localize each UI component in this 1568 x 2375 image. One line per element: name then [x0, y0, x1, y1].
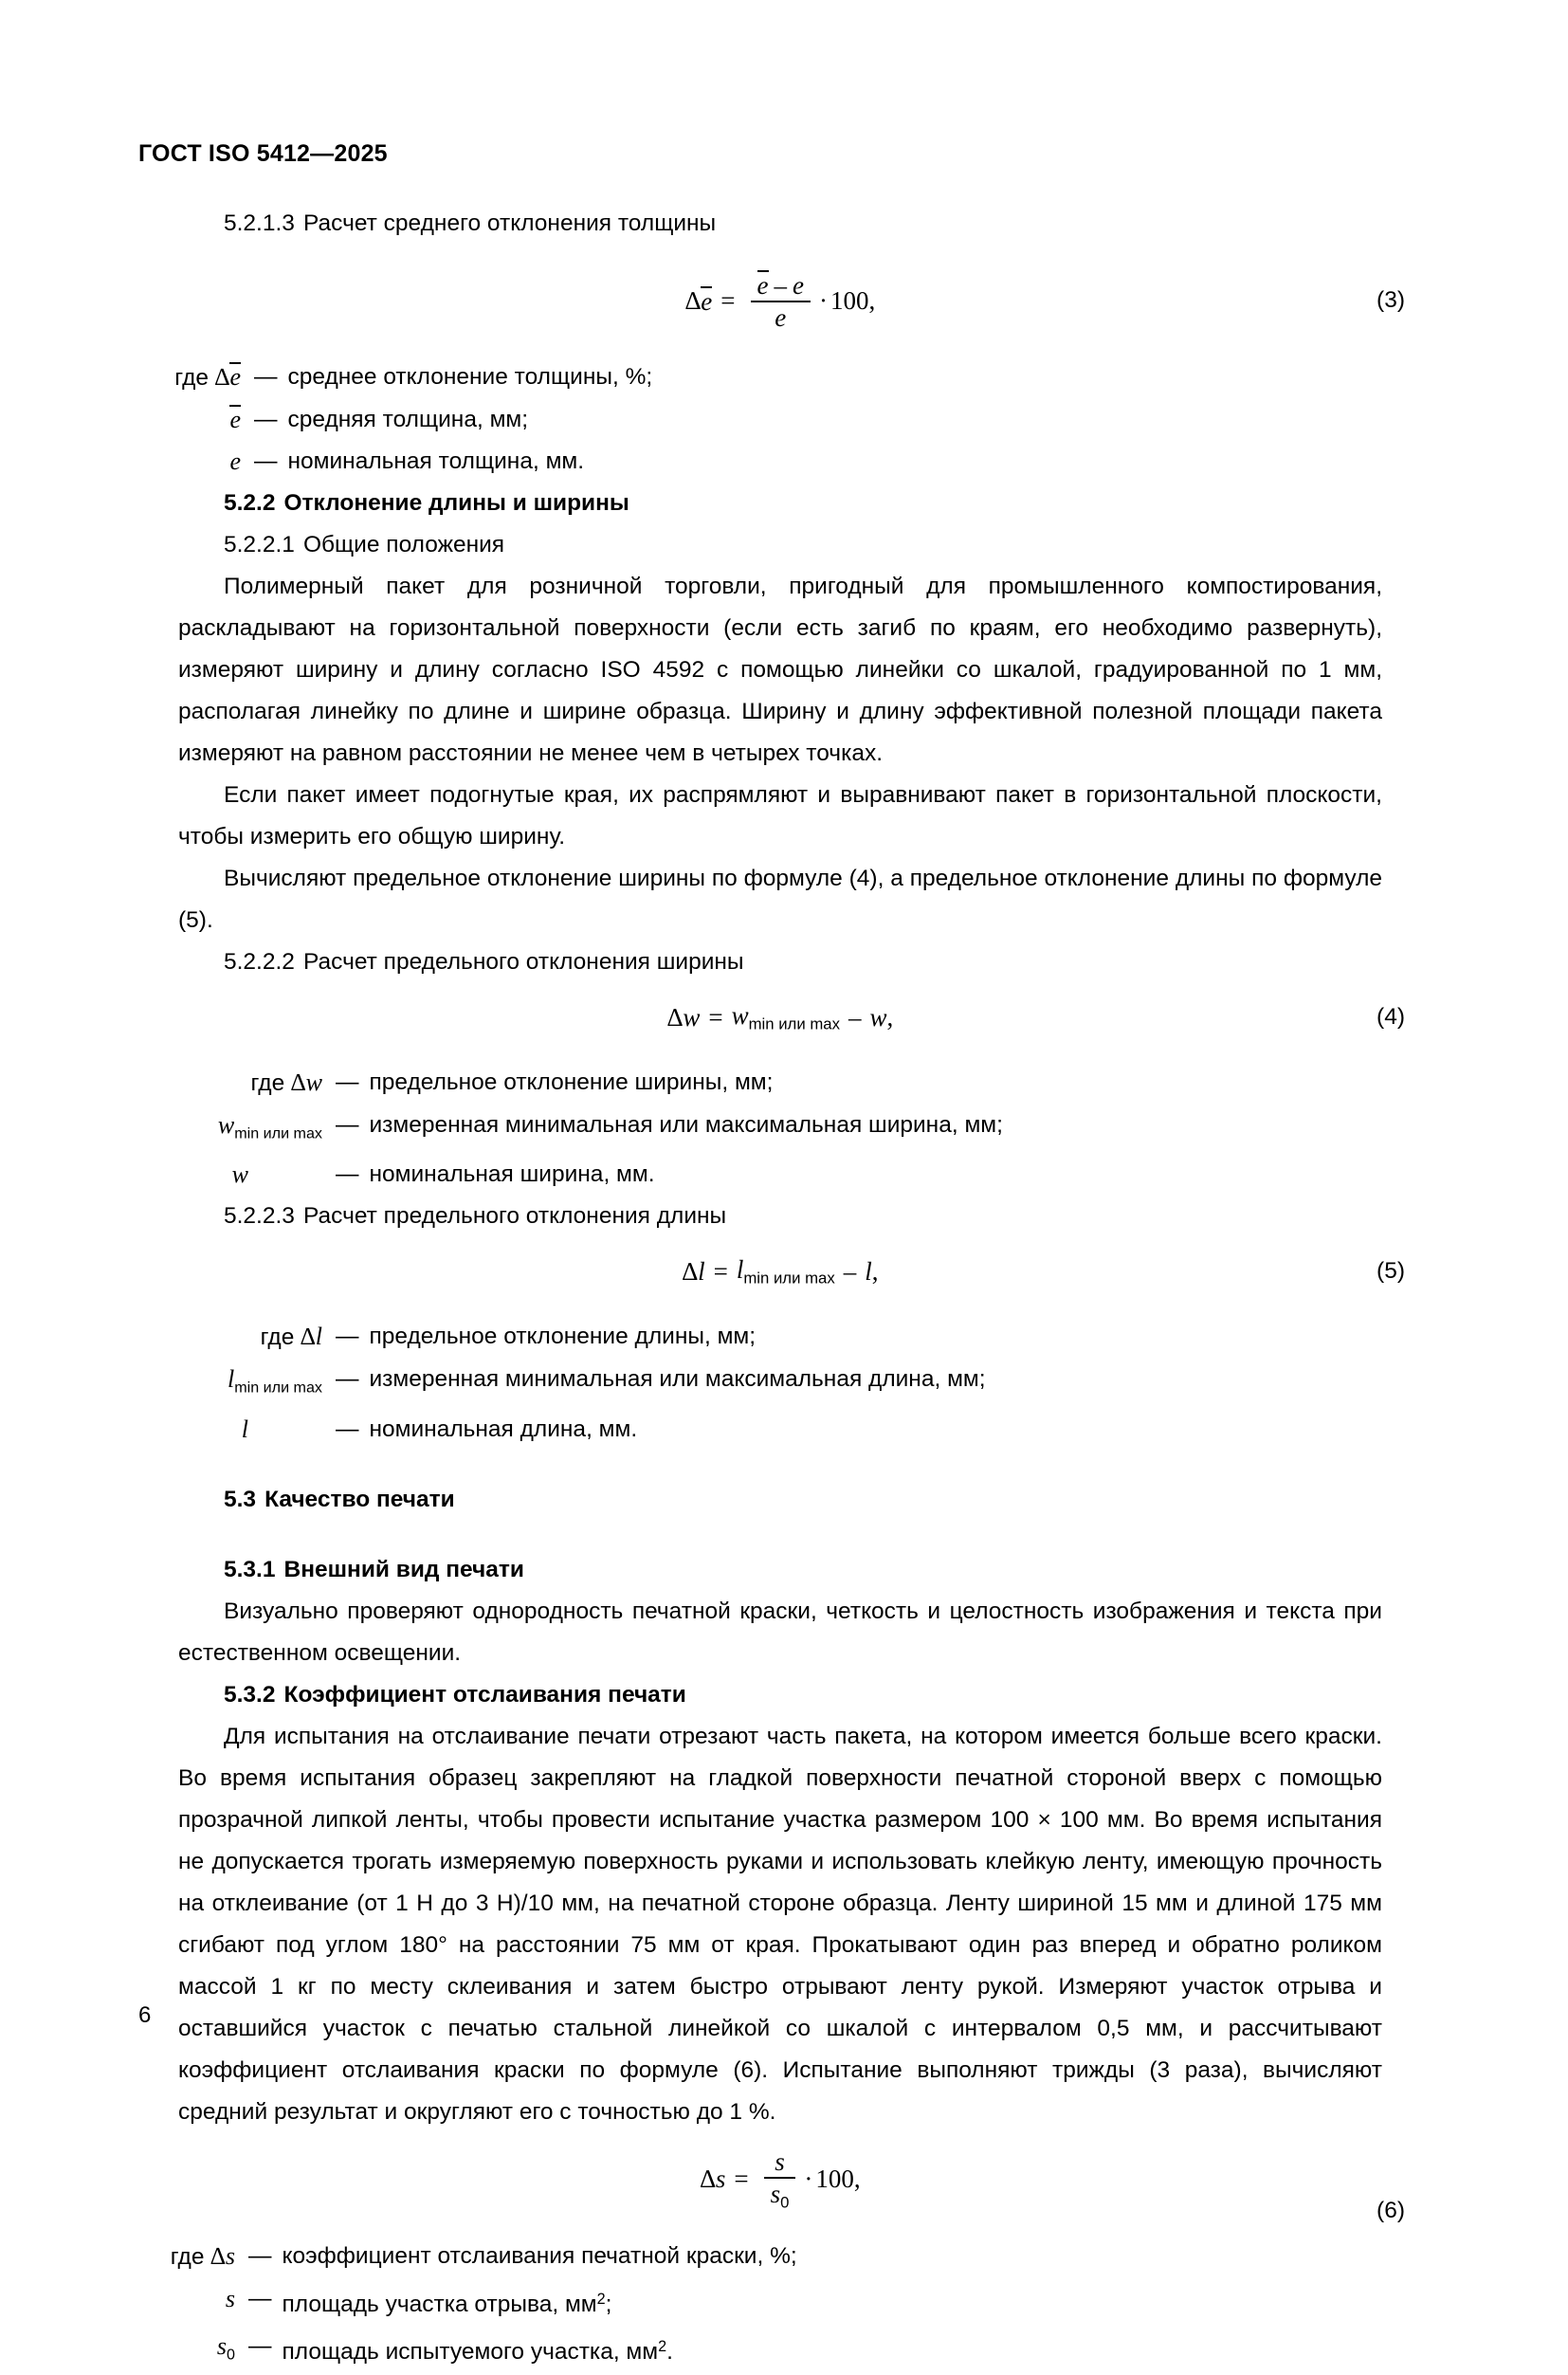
clause-number: 5.2.2.2 [224, 949, 295, 975]
clause-5-2-2-2 [178, 941, 1382, 983]
where-symbol-sub: min или max [234, 1124, 322, 1142]
where-dash: — [248, 2285, 272, 2311]
where-symbol-sub: min или max [234, 1379, 322, 1397]
paragraph-5-3-1: Визуально проверяют однородность печатной краски, четкость и целостность изображения и текста при естественном освещении. [178, 1598, 1382, 1666]
where-row [133, 1316, 1382, 1359]
where-symbol [133, 2236, 248, 2278]
where-row [133, 2326, 1382, 2375]
clause-number: 5.2.1.3 [224, 210, 295, 236]
where-symbol-glyph: e [229, 448, 241, 475]
where-block-3 [138, 356, 1382, 483]
where-row [133, 1154, 1382, 1196]
formula-3-row [178, 260, 1405, 341]
where-symbol [133, 1154, 336, 1196]
clause-5-3-1 [178, 1549, 1382, 1591]
where-dash: — [336, 1069, 359, 1095]
formula-4-punct: , [886, 1002, 894, 1032]
formula-4-rhs [732, 1001, 840, 1034]
formula-6-den-var: s [770, 2179, 781, 2208]
formula-4-tail-var: w [869, 1002, 887, 1032]
where-definition-tail: ; [605, 2292, 612, 2318]
clause-number: 5.2.2.3 [224, 1203, 295, 1230]
formula-6-fraction [764, 2148, 796, 2211]
where-symbol [133, 1105, 336, 1154]
where-definition: измеренная минимальная или максимальная ширина, мм; [369, 1112, 1003, 1138]
formula-5-rhs [737, 1255, 835, 1288]
formula-4-lhs: ∆w [666, 1002, 701, 1032]
clause-5-2-2-1 [178, 524, 1382, 566]
where-symbol [133, 2326, 248, 2375]
where-definition-tail: . [666, 2339, 673, 2366]
clause-5-3-2 [178, 1674, 1382, 1716]
where-definition-text: площадь испытуемого участка, мм [282, 2339, 659, 2366]
clause-number: 5.3.1 [224, 1556, 276, 1582]
where-symbol-glyph: l [241, 1415, 248, 1443]
where-symbol-glyph: s [216, 2332, 228, 2361]
where-symbol [138, 441, 254, 483]
where-definition [283, 2278, 1383, 2326]
paragraph-5-2-2-1-formulas-ref: Вычисляют предельное отклонение ширины по формуле (4), а предельное отклонение длины по формуле (5). [178, 866, 1382, 933]
formula-5-number: (5) [1377, 1258, 1405, 1285]
where-symbol-glyph: s [225, 2284, 235, 2312]
formula-6-den-sub: 0 [780, 2193, 790, 2212]
formula-6-lhs-var: s [715, 2165, 726, 2194]
paragraph-5-2-2-1-folded-edges: Если пакет имеет подогнутые края, их распрямляют и выравнивают пакет в горизонтальной плоскости, чтобы измерить его общую ширину. [178, 782, 1382, 850]
where-symbol-glyph: ∆s [210, 2241, 235, 2270]
where-dash: — [336, 1112, 359, 1138]
where-definition: номинальная толщина, мм. [287, 448, 585, 474]
formula-5-rhs-sub: min или max [743, 1269, 835, 1288]
where-dash: — [248, 2242, 272, 2269]
formula-5-punct: , [871, 1256, 879, 1286]
where-definition: номинальная ширина, мм. [369, 1161, 655, 1188]
where-row [133, 1409, 1382, 1451]
where-dash: — [336, 1324, 359, 1350]
formula-3-equals: = [720, 285, 736, 315]
formula-3-lhs-var: e [701, 287, 713, 316]
formula-3-dot: · [818, 285, 828, 315]
formula-4-number: (4) [1377, 1004, 1405, 1030]
clause-title: Отклонение длины и ширины [283, 490, 629, 516]
formula-6-dot: · [804, 2165, 813, 2194]
where-row [138, 356, 1382, 399]
where-gde: где [174, 365, 210, 391]
formula-3-fraction [751, 270, 811, 331]
where-definition: предельное отклонение ширины, мм; [369, 1069, 774, 1095]
formula-4-row [178, 988, 1405, 1047]
where-symbol [133, 1062, 336, 1105]
formula-3-num-left: e [757, 270, 769, 300]
where-definition: средняя толщина, мм; [287, 407, 529, 432]
formula-5 [683, 1255, 879, 1288]
formula-5-row [178, 1242, 1405, 1301]
clause-5-2-1-3 [178, 203, 1382, 245]
where-symbol-sub: 0 [227, 2346, 235, 2364]
clause-5-3 [178, 1479, 1382, 1521]
where-row [138, 441, 1382, 483]
formula-4-minus: – [848, 1002, 862, 1032]
formula-6-factor: 100, [815, 2165, 861, 2194]
formula-3-numerator [751, 270, 811, 301]
formula-5-minus: – [843, 1256, 857, 1286]
where-symbol-glyph: ∆l [300, 1323, 322, 1351]
where-symbol [133, 1316, 336, 1359]
formula-5-tail-var: l [865, 1256, 872, 1286]
where-row [133, 1359, 1382, 1408]
formula-6 [700, 2148, 860, 2211]
where-definition: предельное отклонение длины, мм; [369, 1324, 757, 1350]
formula-5-rhs-var: l [736, 1255, 744, 1285]
formula-5-equals: = [713, 1256, 728, 1286]
where-symbol-glyph: w [231, 1160, 248, 1189]
clause-title: Расчет предельного отклонения длины [302, 1203, 727, 1230]
where-definition-sup: 2 [596, 2290, 606, 2308]
formula-3 [685, 270, 875, 331]
where-block-4 [133, 1062, 1382, 1196]
where-definition: среднее отклонение толщины, %; [287, 364, 653, 390]
formula-5-lhs: ∆l [682, 1256, 705, 1286]
clause-title: Расчет предельного отклонения ширины [302, 949, 744, 975]
where-row [133, 2278, 1382, 2326]
where-gde: где [170, 2243, 205, 2270]
where-symbol-glyph: e [229, 406, 241, 433]
clause-number: 5.2.2.1 [224, 532, 295, 557]
clause-5-2-2-3 [178, 1196, 1382, 1237]
formula-3-denominator: e [775, 302, 787, 332]
formula-6-equals: = [734, 2165, 749, 2194]
where-definition [283, 2326, 1383, 2373]
where-block-6 [133, 2236, 1382, 2375]
formula-4-rhs-sub: min или max [748, 1014, 840, 1033]
where-symbol [133, 1359, 336, 1408]
clause-title: Качество печати [264, 1486, 455, 1512]
where-definition: номинальная длина, мм. [369, 1416, 638, 1442]
document-header: ГОСТ ISO 5412—2025 [138, 140, 388, 167]
where-definition: коэффициент отслаивания печатной краски, %; [282, 2242, 797, 2269]
formula-3-number: (3) [1377, 287, 1405, 313]
where-dash: — [336, 1161, 359, 1188]
where-row [138, 399, 1382, 441]
clause-title: Расчет среднего отклонения толщины [302, 210, 717, 236]
where-symbol [133, 2278, 248, 2320]
where-gde: где [250, 1070, 285, 1096]
body-column [170, 203, 1405, 2375]
where-dash: — [254, 364, 278, 390]
where-row [133, 1062, 1382, 1105]
formula-6-number: (6) [1377, 2197, 1405, 2223]
clause-title: Общие положения [302, 532, 505, 557]
where-symbol-glyph: ∆w [290, 1069, 322, 1096]
page-number: 6 [138, 2002, 152, 2028]
formula-4-rhs-var: w [731, 1000, 749, 1030]
where-dash: — [336, 1416, 359, 1442]
clause-number: 5.3.2 [224, 1681, 276, 1708]
formula-3-num-minus: – [774, 270, 787, 300]
where-row [133, 1105, 1382, 1154]
where-definition-text: площадь участка отрыва, мм [282, 2292, 597, 2318]
clause-number: 5.3 [224, 1486, 257, 1512]
formula-6-delta: ∆ [700, 2165, 716, 2194]
clause-title: Коэффициент отслаивания печати [283, 1681, 686, 1708]
where-dash: — [336, 1366, 359, 1393]
where-symbol-glyph: w [217, 1111, 235, 1139]
where-definition: измеренная минимальная или максимальная длина, мм; [369, 1366, 986, 1393]
formula-4-equals: = [708, 1002, 723, 1032]
formula-3-factor: 100, [830, 285, 876, 315]
where-dash: — [254, 407, 278, 432]
clause-number: 5.2.2 [224, 490, 276, 516]
where-dash: — [248, 2333, 272, 2360]
clause-title: Внешний вид печати [283, 1556, 524, 1582]
where-symbol-glyph: l [228, 1365, 235, 1394]
where-symbol-glyph: ∆e [214, 363, 241, 391]
where-gde: где [260, 1325, 295, 1351]
formula-3-delta: ∆ [684, 285, 702, 315]
where-definition-sup: 2 [658, 2338, 667, 2356]
where-dash: — [254, 448, 278, 474]
formula-4 [667, 1001, 893, 1034]
formula-3-num-right: e [793, 270, 804, 300]
paragraph-5-3-2: Для испытания на отслаивание печати отрезают часть пакета, на котором имеется больше всего краски. Во время испытания образец закрепляют на гладкой поверхности печатной стороной вверх с помощью прозрачной липкой ленты, чтобы провести испытание участка размером 100 × 100 мм. Во время испытания не допускается трогать измеряемую поверхность руками и использовать клейкую ленту, имеющую прочность на отклеивание (от 1 Н до 3 Н)/10 мм, на печатной стороне образца. Ленту шириной 15 мм и длиной 175 мм сгибают под углом 180° на расстоянии 75 мм от края. Прокатывают один раз вперед и обратно роликом массой 1 кг по месту склеивания и затем быстро отрывают ленту рукой. Измеряют участок отрыва и оставшийся участок с печатью стальной линейкой со шкалой с интервалом 0,5 мм, и рассчитывают коэффициент отслаивания краски по формуле (6). Испытание выполняют трижды (3 раза), вычисляют средний результат и округляют его с точностью до 1 %. [178, 1723, 1382, 2125]
where-symbol [138, 356, 254, 399]
formula-6-row [178, 2147, 1405, 2236]
where-block-5 [133, 1316, 1382, 1450]
where-row [133, 2236, 1382, 2278]
where-symbol [133, 1409, 336, 1451]
formula-6-numerator: s [775, 2147, 785, 2176]
clause-5-2-2 [178, 483, 1382, 524]
paragraph-5-2-2-1-general: Полимерный пакет для розничной торговли, пригодный для промышленного компостирования, раскладывают на горизонтальной поверхности (если есть загиб по краям, его необходимо развернуть), измеряют ширину и длину согласно ISO 4592 с помощью линейки со шкалой, градуированной по 1 мм, располагая линейку по длине и ширине образца. Ширину и длину эффективной полезной площади пакета измеряют на равном расстоянии не менее чем в четырех точках. [178, 574, 1382, 766]
where-symbol [138, 399, 254, 441]
formula-6-denominator [764, 2179, 796, 2211]
